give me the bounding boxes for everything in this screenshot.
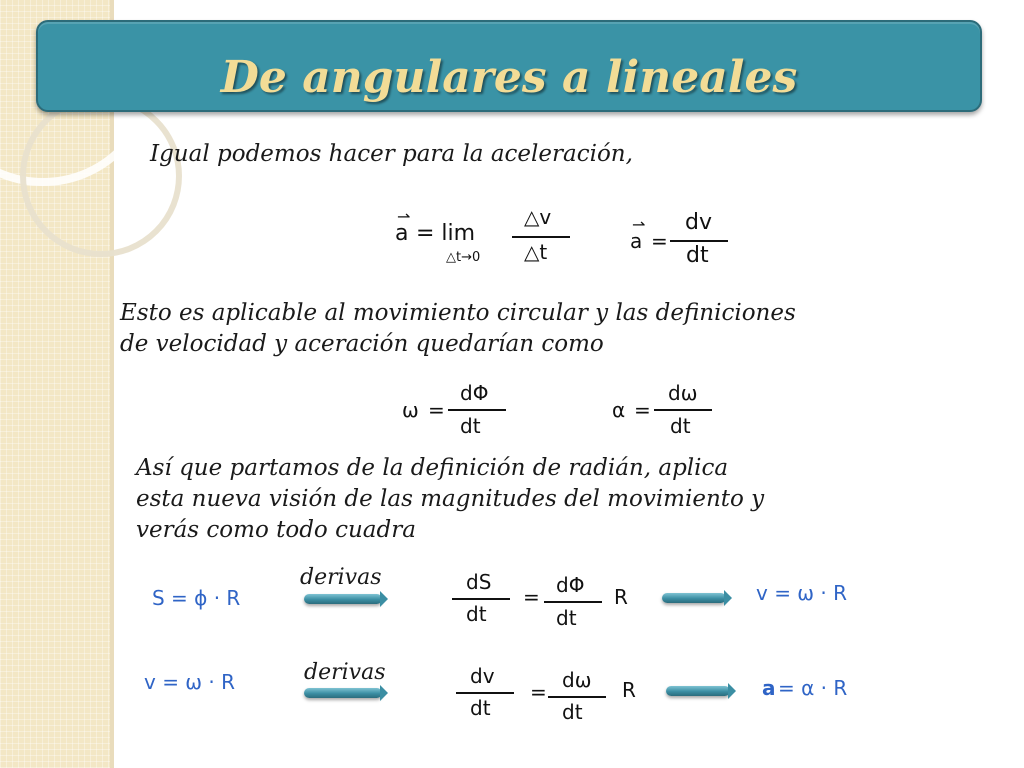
radius-symbol: R bbox=[614, 585, 628, 609]
right-arrow-icon bbox=[662, 593, 726, 603]
fraction-bar bbox=[670, 240, 728, 242]
dphi-numerator: dΦ bbox=[460, 381, 489, 405]
tangential-acceleration-result: = α · R bbox=[778, 676, 848, 700]
fraction-bar bbox=[452, 598, 510, 600]
alpha-symbol: α bbox=[612, 398, 626, 422]
fraction-bar bbox=[512, 236, 570, 238]
dt-denominator: dt bbox=[686, 243, 709, 268]
dt-denominator: dt bbox=[556, 606, 577, 630]
accel-vector-symbol-2: ⇀ a bbox=[630, 229, 642, 253]
dt-denominator: dt bbox=[670, 414, 691, 438]
circular-motion-text-line2: de velocidad y aceración quedarían como bbox=[120, 331, 604, 357]
accel-symbol: a bbox=[762, 676, 776, 700]
right-arrow-icon bbox=[304, 688, 382, 698]
dt-denominator: dt bbox=[470, 696, 491, 720]
dv-numerator: dv bbox=[685, 210, 712, 235]
radian-text-line2: esta nueva visión de las magnitudes del movimiento y bbox=[136, 486, 765, 512]
dt-denominator: dt bbox=[466, 602, 487, 626]
linear-velocity-result: v = ω · R bbox=[756, 581, 848, 605]
derivas-label: derivas bbox=[304, 660, 386, 685]
equals-sign: = bbox=[530, 680, 547, 704]
accel-vector-symbol: ⇀ a bbox=[395, 221, 408, 246]
right-arrow-icon bbox=[304, 594, 382, 604]
derivas-label: derivas bbox=[300, 565, 382, 590]
delta-t-denominator: △t bbox=[524, 240, 548, 264]
dphi-numerator: dΦ bbox=[556, 573, 585, 597]
fraction-bar bbox=[654, 409, 712, 411]
fraction-bar bbox=[548, 696, 606, 698]
arc-length-equation: S = ϕ · R bbox=[152, 586, 241, 610]
equals-sign: = bbox=[651, 229, 668, 253]
fraction-bar bbox=[448, 409, 506, 411]
dv-numerator: dv bbox=[470, 664, 495, 688]
slide-title: De angulares a lineales bbox=[220, 52, 798, 103]
dt-denominator: dt bbox=[460, 414, 481, 438]
fraction-bar bbox=[544, 601, 602, 603]
radian-text-line1: Así que partamos de la definición de radián, aplica bbox=[136, 455, 729, 481]
ds-numerator: dS bbox=[466, 570, 492, 594]
domega-numerator: dω bbox=[562, 668, 592, 692]
omega-symbol: ω bbox=[402, 398, 419, 422]
fraction-bar bbox=[456, 692, 514, 694]
right-arrow-icon bbox=[666, 686, 730, 696]
equals-sign: = bbox=[523, 585, 540, 609]
radius-symbol: R bbox=[622, 678, 636, 702]
equals-sign: = bbox=[634, 398, 651, 422]
delta-v-numerator: △v bbox=[524, 205, 552, 229]
radian-text-line3: verás como todo cuadra bbox=[136, 517, 416, 543]
intro-text: Igual podemos hacer para la aceleración, bbox=[150, 141, 633, 167]
lim-subscript: △t→0 bbox=[446, 250, 481, 265]
decorative-circle-small bbox=[20, 95, 182, 257]
dt-denominator: dt bbox=[562, 700, 583, 724]
title-banner bbox=[36, 20, 982, 112]
velocity-equation: v = ω · R bbox=[144, 670, 236, 694]
domega-numerator: dω bbox=[668, 381, 698, 405]
lim-operator: = lim bbox=[416, 221, 476, 246]
circular-motion-text-line1: Esto es aplicable al movimiento circular y las definiciones bbox=[120, 300, 796, 326]
equals-sign: = bbox=[428, 398, 445, 422]
